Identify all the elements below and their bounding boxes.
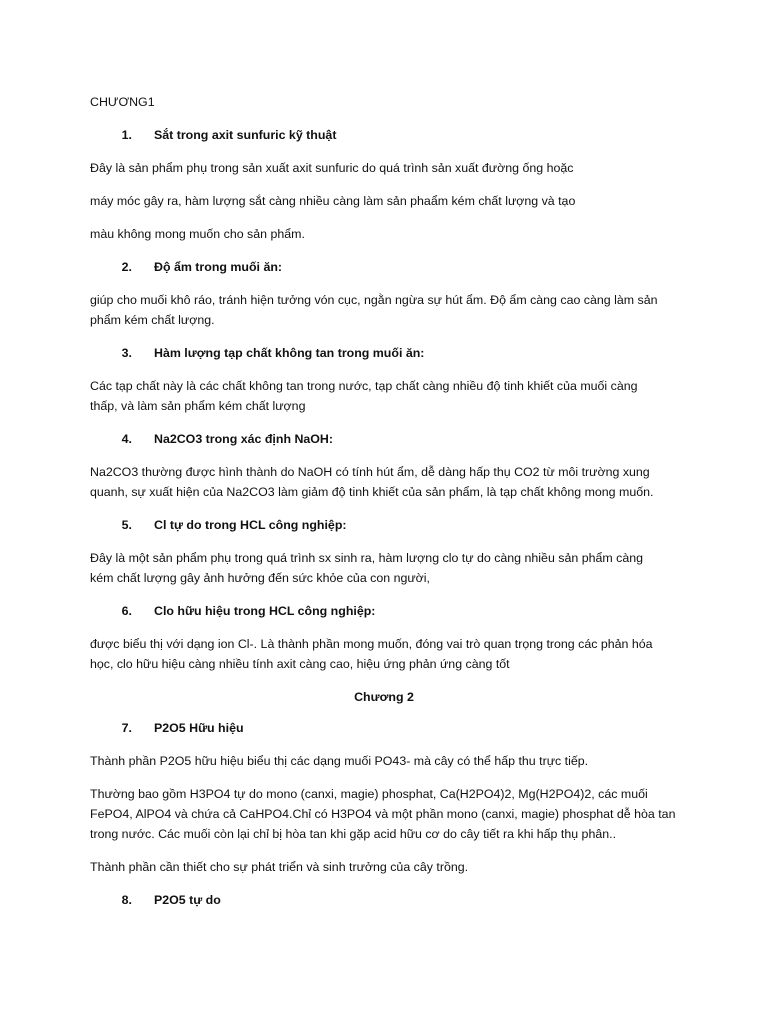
section-5-line-1: Đây là một sản phẩm phụ trong quá trình sx sinh ra, hàm lượng clo tự do càng nhiều sản phẩm càng xyxy=(90,551,644,565)
section-4-line-2: quanh, sự xuất hiện của Na2CO3 làm giảm độ tinh khiết của sản phẩm, là tạp chất không mong muốn. xyxy=(90,485,654,499)
section-8-number: 8. xyxy=(121,893,132,907)
section-1-line-2: máy móc gây ra, hàm lượng sắt càng nhiều càng làm sản phaẩm kém chất lượng và tạo xyxy=(90,194,576,208)
section-1-line-3: màu không mong muốn cho sản phẩm. xyxy=(90,227,305,241)
section-7-number: 7. xyxy=(121,721,132,735)
section-1-line-1: Đây là sản phẩm phụ trong sản xuất axit sunfuric do quá trình sản xuất đường ống hoặc xyxy=(90,161,574,175)
section-8-heading xyxy=(90,890,690,910)
section-5-title: Cl tự do trong HCL công nghiệp: xyxy=(154,518,347,532)
section-1-heading xyxy=(90,125,690,145)
section-5-heading xyxy=(90,515,690,535)
section-6-number: 6. xyxy=(121,604,132,618)
section-3-title: Hàm lượng tạp chất không tan trong muối ăn: xyxy=(154,346,425,360)
section-2-line-2: phẩm kém chất lượng. xyxy=(90,313,215,327)
section-5-line-2: kém chất lượng gây ảnh hưởng đến sức khỏe của con người, xyxy=(90,571,430,585)
section-3-heading xyxy=(90,343,690,363)
chapter-2-heading: Chương 2 xyxy=(354,690,414,704)
section-7-heading xyxy=(90,718,690,738)
section-4-title: Na2CO3 trong xác định NaOH: xyxy=(154,432,334,446)
section-7-paragraph-2-line-2: FePO4, AlPO4 và chứa cả CaHPO4.Chỉ có H3PO4 và một phần mono (canxi, magie) phosphat dễ hòa tan xyxy=(90,807,676,821)
section-6-heading xyxy=(90,601,690,621)
chapter-1-heading: CHƯƠNG1 xyxy=(90,95,155,109)
section-3-line-2: thấp, và làm sản phẩm kém chất lượng xyxy=(90,399,306,413)
section-4-number: 4. xyxy=(121,432,132,446)
section-7-paragraph-3: Thành phần cần thiết cho sự phát triển và sinh trưởng của cây trồng. xyxy=(90,860,469,874)
section-1-title: Sắt trong axit sunfuric kỹ thuật xyxy=(154,128,337,142)
section-7-title: P2O5 Hữu hiệu xyxy=(154,721,244,735)
section-6-line-2: học, clo hữu hiệu càng nhiều tính axit càng cao, hiệu ứng phản ứng càng tốt xyxy=(90,657,510,671)
section-4-line-1: Na2CO3 thường được hình thành do NaOH có tính hút ẩm, dễ dàng hấp thụ CO2 từ môi trường xung xyxy=(90,465,650,479)
section-1-number: 1. xyxy=(121,128,132,142)
section-2-line-1: giúp cho muối khô ráo, tránh hiện tưởng vón cục, ngằn ngừa sự hút ẩm. Độ ẩm càng cao càng làm sản xyxy=(90,293,658,307)
section-3-line-1: Các tạp chất này là các chất không tan trong nước, tạp chất càng nhiều độ tinh khiết của muối càng xyxy=(90,379,638,393)
section-7-paragraph-2-line-1: Thường bao gồm H3PO4 tự do mono (canxi, magie) phosphat, Ca(H2PO4)2, Mg(H2PO4)2, các muối xyxy=(90,787,648,801)
section-6-title: Clo hữu hiệu trong HCL công nghiệp: xyxy=(154,604,376,618)
section-2-number: 2. xyxy=(121,260,132,274)
section-7-paragraph-2-line-3: trong nước. Các muối còn lại chỉ bị hòa tan khi gặp acid hữu cơ do cây tiết ra khi hấp thụ phân.. xyxy=(90,827,617,841)
section-5-number: 5. xyxy=(121,518,132,532)
section-8-title: P2O5 tự do xyxy=(154,893,221,907)
section-4-heading xyxy=(90,429,690,449)
section-2-heading xyxy=(90,257,690,277)
section-2-title: Độ ẩm trong muối ăn: xyxy=(154,260,283,274)
section-3-number: 3. xyxy=(121,346,132,360)
section-7-paragraph-1: Thành phần P2O5 hữu hiệu biểu thị các dạng muối PO43- mà cây có thể hấp thu trực tiếp. xyxy=(90,754,589,768)
section-6-line-1: được biểu thị với dạng ion Cl-. Là thành phần mong muốn, đóng vai trò quan trọng trong các phản hóa xyxy=(90,637,653,651)
